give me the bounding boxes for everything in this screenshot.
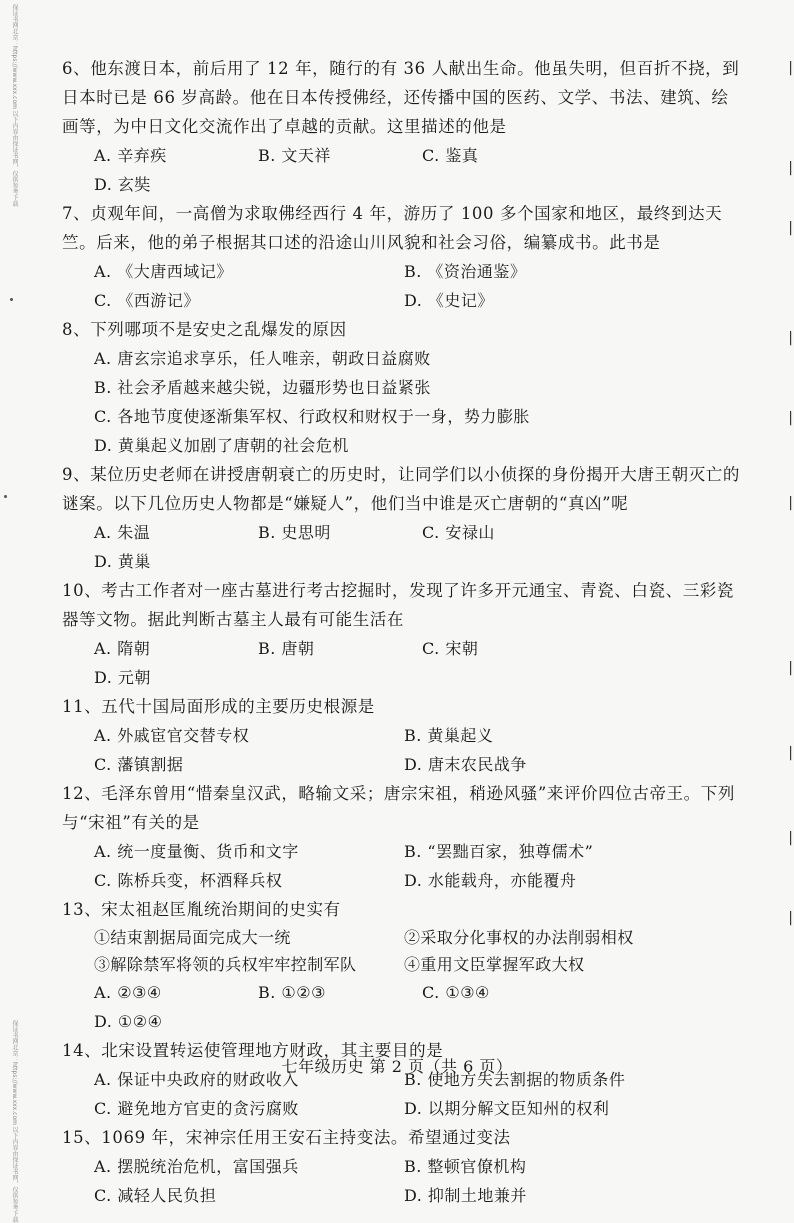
- edge-mark: |: [788, 330, 793, 346]
- right-edge-marks: [784, 0, 794, 1097]
- option-list: [94, 518, 742, 576]
- edge-mark: |: [788, 660, 793, 676]
- answer-option: A. 《大唐西域记》: [94, 262, 233, 281]
- option-list: [94, 721, 742, 779]
- answer-option: C. 藩镇割据: [94, 755, 184, 774]
- answer-option: D. 抑制土地兼并: [404, 1186, 527, 1205]
- question-stem: 14、北宋设置转运使管理地方财政，其主要目的是: [62, 1041, 444, 1060]
- answer-option: C. ①③④: [422, 983, 490, 1002]
- answer-option: A. 唐玄宗追求享乐，任人唯亲，朝政日益腐败: [94, 349, 431, 368]
- answer-option: A. 辛弃疾: [94, 146, 167, 165]
- answer-option: A. 外戚宦官交替专权: [94, 726, 250, 745]
- edge-mark: |: [788, 910, 793, 926]
- answer-option: C. 减轻人民负担: [94, 1186, 217, 1205]
- answer-option: B. 文天祥: [258, 146, 331, 165]
- question-stem: 12、毛泽东曾用“惜秦皇汉武，略输文采；唐宗宋祖，稍逊风骚”来评价四位古帝王。下列与“宋祖”有关的是: [62, 784, 735, 832]
- answer-option: A. 隋朝: [94, 639, 151, 658]
- answer-option: B. “罢黜百家，独尊儒术”: [404, 842, 594, 861]
- option-list: [94, 634, 742, 692]
- edge-mark: |: [788, 745, 793, 761]
- edge-mark: |: [788, 60, 793, 76]
- question-list: [62, 54, 742, 1210]
- option-list: [94, 344, 742, 460]
- answer-option: B. 《资治通鉴》: [404, 262, 527, 281]
- scan-speck: [10, 298, 13, 301]
- option-list: [94, 1152, 742, 1210]
- question: [62, 460, 742, 576]
- answer-option: B. 使地方失去割据的物质条件: [404, 1070, 626, 1089]
- answer-option: A. 朱温: [94, 523, 151, 542]
- answer-option: D. 元朝: [94, 668, 151, 687]
- side-watermark-bottom: 保证书网北京：https://www.xxx.com 以下内容由保证书网，仅供参考下载: [11, 1020, 18, 1223]
- answer-option: C. 各地节度使逐渐集军权、行政权和财权于一身，势力膨胀: [94, 407, 530, 426]
- answer-option: A. ②③④: [94, 983, 162, 1002]
- question: [62, 895, 742, 1036]
- answer-option: C. 宋朝: [422, 639, 479, 658]
- question: [62, 1123, 742, 1210]
- question: [62, 199, 742, 315]
- question-stem: 6、他东渡日本，前后用了 12 年，随行的有 36 人献出生命。他虽失明，但百折不挠，到日本时已是 66 岁高龄。他在日本传授佛经，还传播中国的医药、文学、书法、建筑、绘画等，为中日文化交流作出了卓越的贡献。这里描述的他是: [62, 59, 740, 136]
- statement-list: [94, 924, 742, 978]
- edge-mark: |: [788, 410, 793, 426]
- option-list: [94, 837, 742, 895]
- statement: ④重用文臣掌握军政大权: [404, 955, 585, 974]
- side-watermark: [4, 0, 18, 1223]
- edge-mark: |: [788, 495, 793, 511]
- question: [62, 315, 742, 460]
- answer-option: C. 鉴真: [422, 146, 479, 165]
- edge-mark: |: [788, 830, 793, 846]
- question-stem: 9、某位历史老师在讲授唐朝衰亡的历史时，让同学们以小侦探的身份揭开大唐王朝灭亡的谜案。以下几位历史人物都是“嫌疑人”，他们当中谁是灭亡唐朝的“真凶”呢: [62, 465, 740, 513]
- question-stem: 13、宋太祖赵匡胤统治期间的史实有: [62, 900, 341, 919]
- answer-option: D. 玄奘: [94, 175, 151, 194]
- answer-option: A. 保证中央政府的财政收入: [94, 1070, 299, 1089]
- answer-option: D. ①②④: [94, 1012, 163, 1031]
- answer-option: B. 社会矛盾越来越尖锐，边疆形势也日益紧张: [94, 378, 431, 397]
- answer-option: B. 史思明: [258, 523, 331, 542]
- question: [62, 1036, 742, 1123]
- side-watermark-top: 保证书网北京：https://www.xxx.com 以下内容由保证书网，仅供参考下载: [11, 4, 18, 207]
- answer-option: B. 黄巢起义: [404, 726, 494, 745]
- answer-option: A. 统一度量衡、货币和文字: [94, 842, 299, 861]
- answer-option: C. 避免地方官吏的贪污腐败: [94, 1099, 299, 1118]
- question: [62, 779, 742, 895]
- question-stem: 15、1069 年，宋神宗任用王安石主持变法。希望通过变法: [62, 1128, 511, 1147]
- scan-speck: [4, 495, 7, 498]
- answer-option: A. 摆脱统治危机，富国强兵: [94, 1157, 299, 1176]
- option-list: [94, 141, 742, 199]
- option-list: [94, 257, 742, 315]
- statement: ②采取分化事权的办法削弱相权: [404, 928, 634, 947]
- answer-option: B. ①②③: [258, 983, 326, 1002]
- question: [62, 54, 742, 199]
- answer-option: B. 整顿官僚机构: [404, 1157, 527, 1176]
- answer-option: C. 《西游记》: [94, 291, 200, 310]
- statement: ①结束割据局面完成大一统: [94, 928, 291, 947]
- statement: ③解除禁军将领的兵权牢牢控制军队: [94, 955, 357, 974]
- option-list: [94, 978, 742, 1036]
- edge-mark: |: [788, 220, 793, 236]
- page-footer: 七年级历史 第 2 页（共 6 页）: [281, 1057, 513, 1076]
- answer-option: C. 陈桥兵变，杯酒释兵权: [94, 871, 283, 890]
- answer-option: D. 黄巢: [94, 552, 151, 571]
- answer-option: B. 唐朝: [258, 639, 315, 658]
- answer-option: D. 水能载舟，亦能覆舟: [404, 871, 577, 890]
- question-stem: 7、贞观年间，一高僧为求取佛经西行 4 年，游历了 100 多个国家和地区，最终到达天竺。后来，他的弟子根据其口述的沿途山川风貌和社会习俗，编纂成书。此书是: [62, 204, 723, 252]
- question-stem: 11、五代十国局面形成的主要历史根源是: [62, 697, 375, 716]
- question-stem: 10、考古工作者对一座古墓进行考古挖掘时，发现了许多开元通宝、青瓷、白瓷、三彩瓷器等文物。据此判断古墓主人最有可能生活在: [62, 581, 734, 629]
- edge-mark: |: [788, 160, 793, 176]
- answer-option: D. 唐末农民战争: [404, 755, 527, 774]
- question: [62, 692, 742, 779]
- answer-option: D. 《史记》: [404, 291, 494, 310]
- answer-option: C. 安禄山: [422, 523, 495, 542]
- answer-option: D. 以期分解文臣知州的权利: [404, 1099, 610, 1118]
- question: [62, 576, 742, 692]
- question-stem: 8、下列哪项不是安史之乱爆发的原因: [62, 320, 347, 339]
- answer-option: D. 黄巢起义加剧了唐朝的社会危机: [94, 436, 349, 455]
